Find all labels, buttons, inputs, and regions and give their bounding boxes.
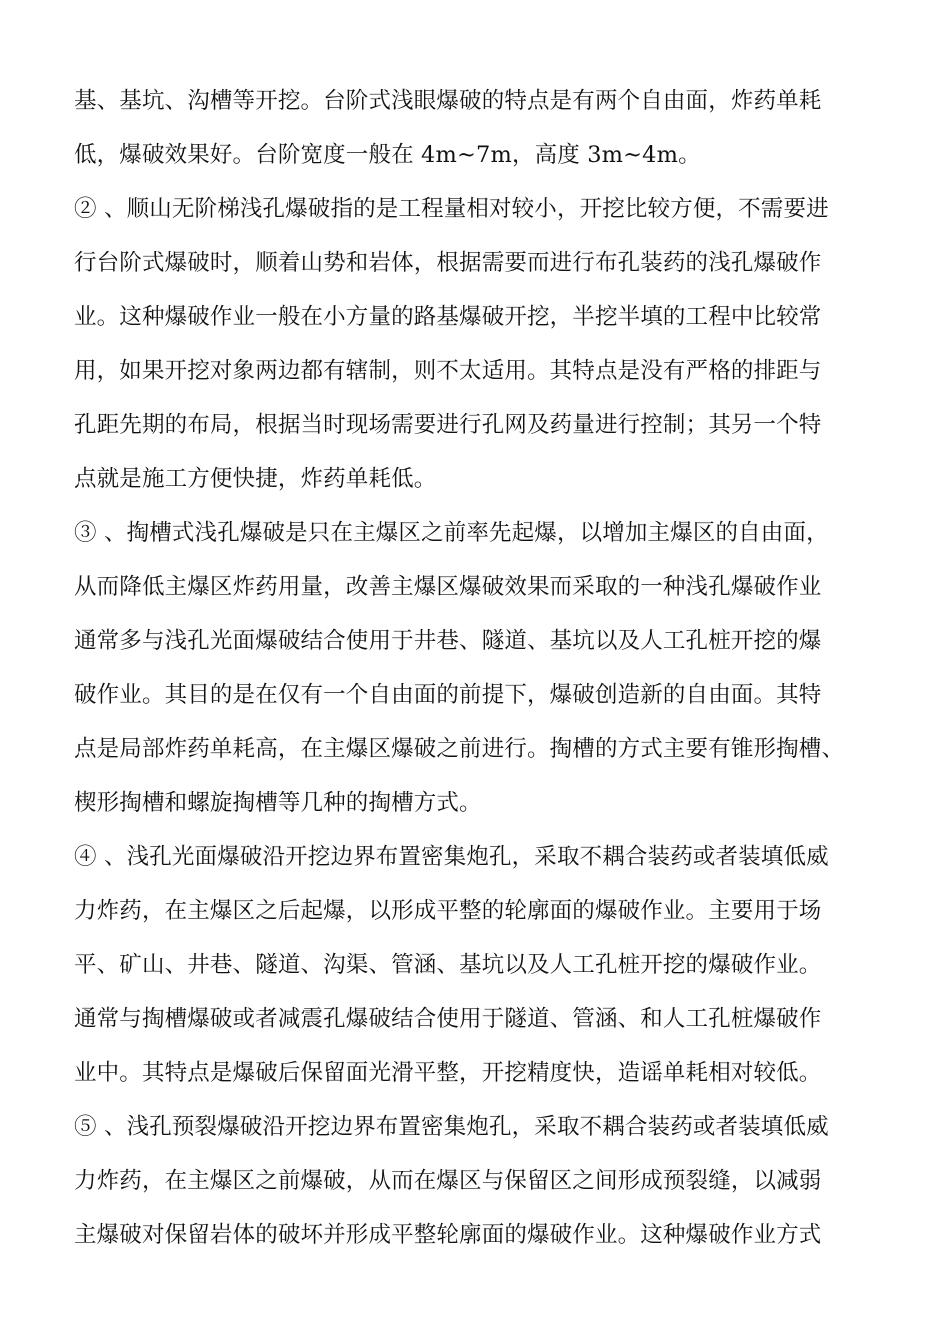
- text-line: ⑤ 、浅孔预裂爆破沿开挖边界布置密集炮孔，采取不耦合装药或者装填低威: [74, 1114, 829, 1140]
- text-line: 点是局部炸药单耗高，在主爆区爆破之前进行。掏槽的方式主要有锥形掏槽、: [74, 736, 845, 762]
- text-line: 低，爆破效果好。台阶宽度一般在 4m~7m，高度 3m~4m。: [74, 142, 701, 168]
- text-line: 楔形掏槽和螺旋掏槽等几种的掏槽方式。: [74, 790, 482, 816]
- text-line: 力炸药，在主爆区之后起爆，以形成平整的轮廓面的爆破作业。主要用于场: [74, 898, 822, 924]
- text-line: 平、矿山、井巷、隧道、沟渠、管涵、基坑以及人工孔桩开挖的爆破作业。: [74, 952, 822, 978]
- text-line: 用，如果开挖对象两边都有辖制，则不太适用。其特点是没有严格的排距与: [74, 358, 822, 384]
- text-line: 破作业。其目的是在仅有一个自由面的前提下，爆破创造新的自由面。其特: [74, 682, 822, 708]
- text-line: 业。这种爆破作业一般在小方量的路基爆破开挖，半挖半填的工程中比较常: [74, 304, 822, 330]
- text-line: 业中。其特点是爆破后保留面光滑平整，开挖精度快，造谣单耗相对较低。: [74, 1060, 822, 1086]
- text-line: 从而降低主爆区炸药用量，改善主爆区爆破效果而采取的一种浅孔爆破作业: [74, 574, 822, 600]
- text-line: 孔距先期的布局，根据当时现场需要进行孔网及药量进行控制；其另一个特: [74, 412, 822, 438]
- text-line: 行台阶式爆破时，顺着山势和岩体，根据需要而进行布孔装药的浅孔爆破作: [74, 250, 822, 276]
- text-line: 通常与掏槽爆破或者减震孔爆破结合使用于隧道、管涵、和人工孔桩爆破作: [74, 1006, 822, 1032]
- text-line: 基、基坑、沟槽等开挖。台阶式浅眼爆破的特点是有两个自由面，炸药单耗: [74, 88, 822, 114]
- text-line: ③ 、掏槽式浅孔爆破是只在主爆区之前率先起爆，以增加主爆区的自由面，: [74, 520, 829, 546]
- text-line: ④ 、浅孔光面爆破沿开挖边界布置密集炮孔，采取不耦合装药或者装填低威: [74, 844, 829, 870]
- text-line: 通常多与浅孔光面爆破结合使用于井巷、隧道、基坑以及人工孔桩开挖的爆: [74, 628, 822, 654]
- text-line: 主爆破对保留岩体的破坏并形成平整轮廓面的爆破作业。这种爆破作业方式: [74, 1222, 822, 1248]
- text-line: 力炸药，在主爆区之前爆破，从而在爆区与保留区之间形成预裂缝，以减弱: [74, 1168, 822, 1194]
- text-line: ② 、顺山无阶梯浅孔爆破指的是工程量相对较小，开挖比较方便，不需要进: [74, 196, 829, 222]
- text-line: 点就是施工方便快捷，炸药单耗低。: [74, 466, 437, 492]
